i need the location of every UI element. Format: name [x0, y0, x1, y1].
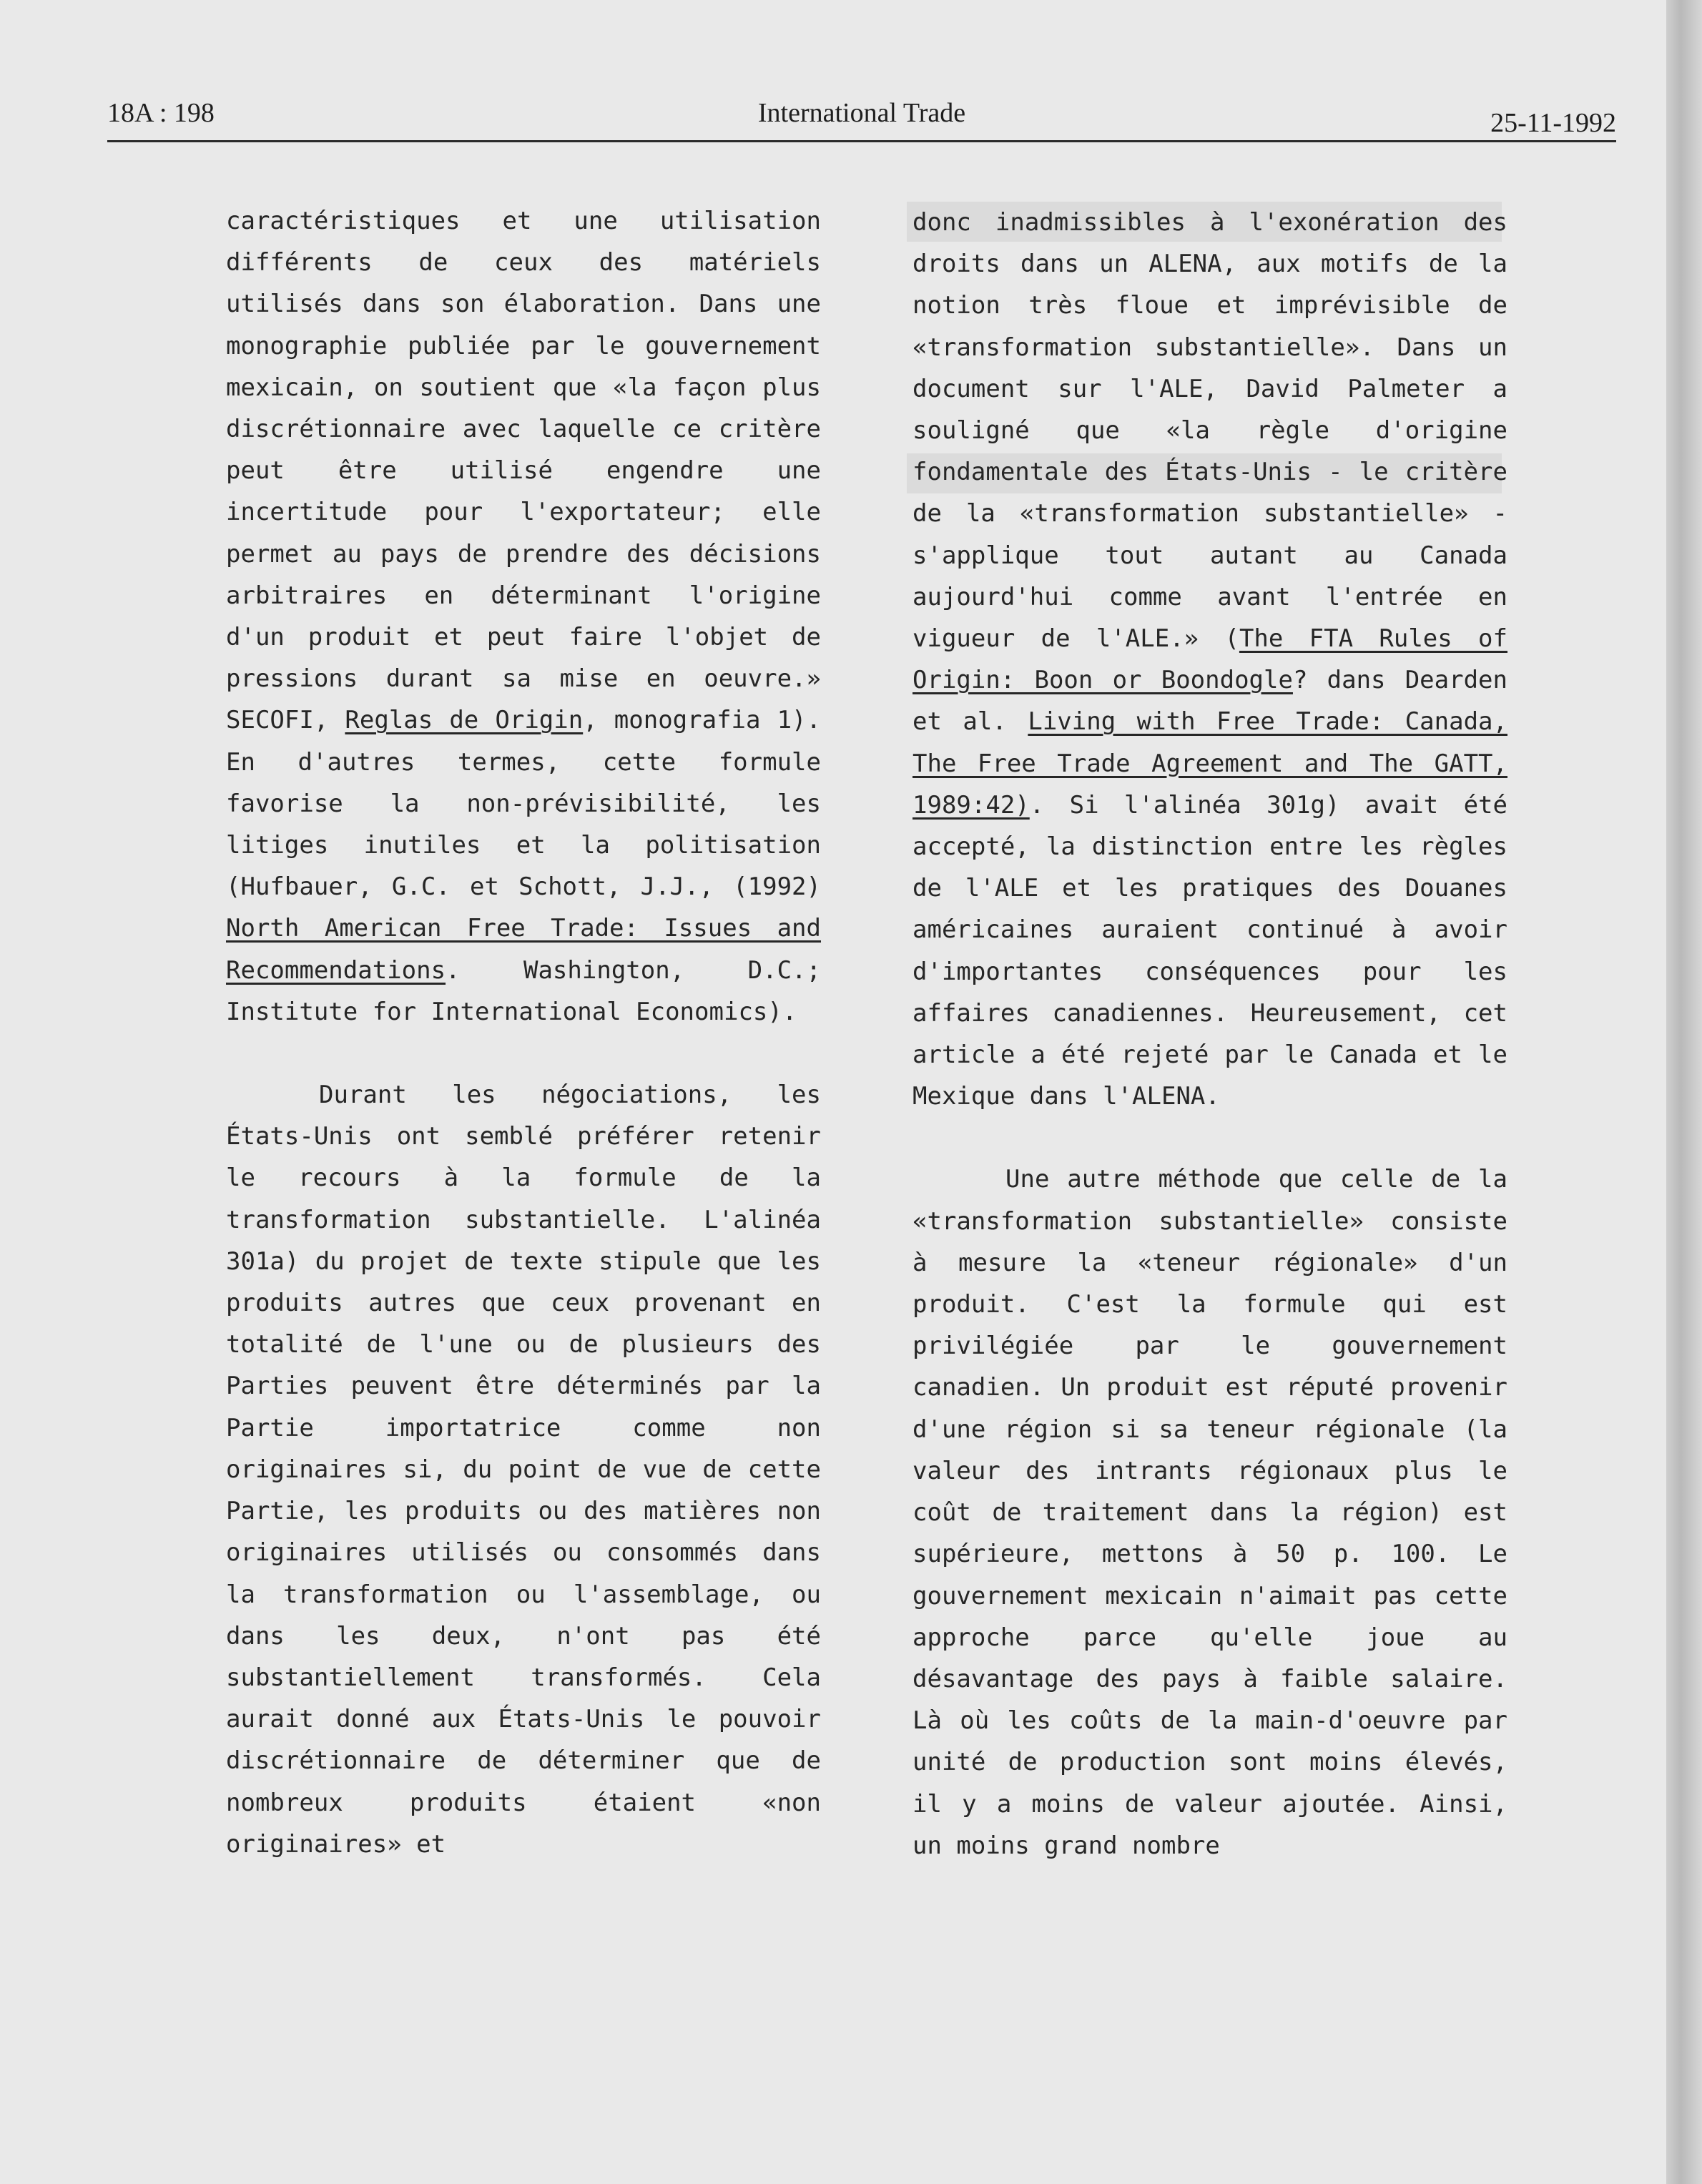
page-edge: [1666, 0, 1702, 2184]
paragraph: [226, 200, 821, 1033]
left-column: [226, 200, 821, 1865]
citation-title: The FTA Rules of Origin: Boon or Boondogle: [913, 624, 1507, 695]
paragraph-text: . Washington, D.C.; Institute for International Economics).: [226, 955, 821, 1026]
paragraph-text: ? dans Dearden et al.: [913, 666, 1507, 737]
citation-title: Reglas de Origin: [345, 706, 584, 735]
page-date: 25-11-1992: [1490, 108, 1616, 138]
citation-title: North American Free Trade: Issues and Recommendations: [226, 914, 821, 985]
paragraph-text: caractéristiques et une utilisation différents de ceux des matériels utilisés dans son élaboration. Dans une monographie publiée par le gouvernement mexicain, on soutient que «la façon plus discrétionnaire avec laquelle ce critère peut être utilisé engendre une incertitude pour l'exportateur; elle permet au pays de prendre des décisions arbitraires en déterminant l'origine d'un produit et peut faire l'objet de pressions durant sa mise en oeuvre.» SECOFI,: [226, 207, 821, 735]
paragraph: [913, 202, 1507, 1117]
right-column: [913, 202, 1507, 1866]
running-title: International Trade: [757, 98, 966, 128]
page-number: 18A : 198: [107, 98, 215, 128]
citation-title: Living with Free Trade: Canada, The Free Trade Agreement and The GATT, 1989:42): [913, 707, 1507, 820]
paragraph: Une autre méthode que celle de la «transformation substantielle» consiste à mesure la «teneur régionale» d'un produit. C'est la formule qui est privilégiée par le gouvernement canadien. Un produit est réputé provenir d'une région si sa teneur régionale (la valeur des intrants régionaux plus le coût de traitement dans la région) est supérieure, mettons à 50 p. 100. Le gouvernement mexicain n'aimait pas cette approche parce qu'elle joue au désavantage des pays à faible salaire. Là où les coûts de la main-d'oeuvre par unité de production sont moins élevés, il y a moins de valeur ajoutée. Ainsi, un moins grand nombre: [913, 1165, 1507, 1860]
page-header: [107, 97, 1616, 143]
paragraph-text: , monografia 1). En d'autres termes, cette formule favorise la non-prévisibilité, les litiges inutiles et la politisation (Hufbauer, G.C. et Schott, J.J., (1992): [226, 706, 821, 902]
paragraph: Durant les négociations, les États-Unis ont semblé préférer retenir le recours à la formule de la transformation substantielle. L'alinéa 301a) du projet de texte stipule que les produits autres que ceux provenant en totalité de l'une ou de plusieurs des Parties peuvent être déterminés par la Partie importatrice comme non originaires si, du point de vue de cette Partie, les produits ou des matières non originaires utilisés ou consommés dans la transformation ou l'assemblage, ou dans les deux, n'ont pas été substantiellement transformés. Cela aurait donné aux États-Unis le pouvoir discrétionnaire de déterminer que de nombreux produits étaient «non originaires» et: [226, 1081, 821, 1859]
paragraph-text: donc inadmissibles à l'exonération des droits dans un ALENA, aux motifs de la notion très floue et imprévisible de «transformation substantielle». Dans un document sur l'ALE, David Palmeter a souligné que «la règle d'origine fondamentale des États-Unis - le critère de la «transformation substantielle» - s'applique tout autant au Canada aujourd'hui comme avant l'entrée en vigueur de l'ALE.» (: [913, 208, 1507, 654]
header-rule: [107, 140, 1616, 142]
paragraph-text: . Si l'alinéa 301g) avait été accepté, la distinction entre les règles de l'ALE et les pratiques des Douanes américaines auraient continué à avoir d'importantes conséquences pour les affaires canadiennes. Heureusement, cet article a été rejeté par le Canada et le Mexique dans l'ALENA.: [913, 790, 1507, 1111]
